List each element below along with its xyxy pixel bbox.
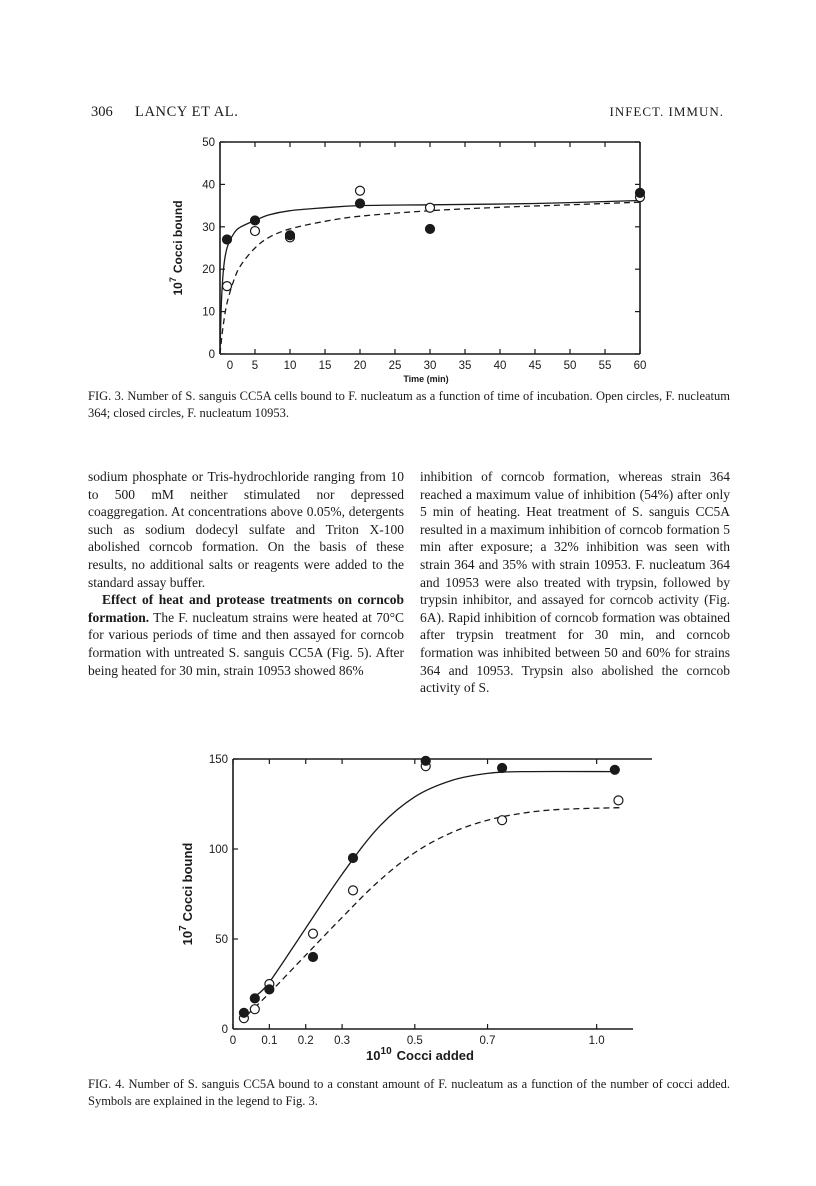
y-label-text: Cocci bound: [180, 842, 195, 922]
y-axis-label: [178, 843, 195, 946]
data-point-filled: [349, 854, 358, 863]
body-left-column: [88, 468, 404, 679]
data-point-open: [356, 186, 365, 195]
x-tick-label: 15: [318, 360, 332, 372]
x-tick-label: 0.2: [297, 1035, 314, 1047]
data-point-filled: [286, 231, 295, 240]
x-tick-label: 0: [229, 1035, 237, 1047]
data-point-open: [309, 929, 318, 938]
left-paragraph-2: The F. nucleatum strains were heated at 70°C for various periods of time and then assayed for corncob formation with untreated S. sanguis CC5A (Fig. 5). After being heated for 30 min, strain 10953 showed 86%: [88, 609, 404, 678]
x-tick-label: 55: [598, 360, 612, 372]
data-point-open: [223, 282, 232, 291]
fit-curve-364: [248, 808, 623, 1015]
y-tick-label: 30: [202, 221, 215, 234]
data-point-filled: [239, 1008, 248, 1017]
x-tick-label: 45: [528, 360, 542, 372]
x-tick-label: 50: [563, 360, 577, 372]
x-axis-label: Time (min): [403, 374, 449, 384]
x-tick-label: 40: [493, 360, 507, 372]
y-tick-label: 100: [208, 844, 228, 856]
data-point-filled: [498, 764, 507, 773]
y-tick-label: 20: [202, 264, 215, 277]
x-tick-label: 60: [633, 360, 647, 372]
y-label-prefix: 10: [171, 282, 185, 296]
x-tick-label: 1.0: [588, 1035, 605, 1047]
left-paragraph-1: sodium phosphate or Tris-hydrochloride ranging from 10 to 500 mM neither stimulated nor depressed coaggregation. At concentrations above 0.05%, detergents such as sodium dodecyl sulfate and Triton X-100 abolished corncob formation. On the basis of these results, no additional salts or reagents were added to the standard assay buffer.: [88, 469, 404, 590]
y-tick-label: 10: [202, 306, 215, 319]
data-point-filled: [356, 199, 365, 208]
y-label-prefix: 10: [180, 930, 195, 946]
data-point-filled: [610, 765, 619, 774]
journal-name: INFECT. IMMUN.: [609, 104, 724, 119]
running-header: [0, 104, 816, 128]
y-label-text: Cocci bound: [171, 200, 185, 274]
x-tick-label: 0: [226, 360, 234, 372]
data-point-open: [498, 816, 507, 825]
data-point-filled: [265, 985, 274, 994]
body-right-column: inhibition of corncob formation, whereas strain 364 reached a maximum value of inhibition (54%) after only 5 min of heating. Heat treatment of S. sanguis CC5A resulted in a maximum inhibition of corncob formation 5 min after exposure; a 32% inhibition was seen with strain 364 and 35% with strain 10953. F. nucleatum 364 and 10953 were also treated with trypsin, followed by trypsin inhibitor, and assayed for corncob activity (Fig. 6A). Rapid inhibition of corncob formation was obtained after trypsin treatment for 30 min, and corncob formation was inhibited between 50 and 60% for strains 364 and 10953. Trypsin also abolished the corncob activity of S.: [420, 469, 730, 696]
x-tick-label: 0.7: [479, 1035, 496, 1047]
x-tick-label: 35: [458, 360, 472, 372]
fit-curve-10953: [220, 201, 640, 355]
page-number: 306: [91, 104, 113, 120]
x-tick-label: 10: [283, 360, 297, 372]
x-tick-label: 0.3: [334, 1035, 351, 1047]
figure-3-chart: [0, 130, 816, 386]
data-point-filled: [426, 224, 435, 233]
x-tick-label: 0.5: [406, 1035, 423, 1047]
y-label-exponent: 7: [168, 277, 178, 283]
y-tick-label: 150: [208, 754, 228, 766]
section-heading: Effect of heat and protease treatments on corncob formation.: [88, 592, 404, 625]
data-point-filled: [223, 235, 232, 244]
x-tick-label: 0.1: [261, 1035, 278, 1047]
y-tick-label: 40: [202, 179, 215, 192]
y-axis-label: [168, 200, 185, 295]
fit-curve-10953: [255, 771, 615, 996]
x-tick-label: 20: [353, 360, 367, 372]
y-tick-label: 0: [221, 1024, 228, 1036]
data-point-open: [349, 886, 358, 895]
x-tick-label: 30: [423, 360, 437, 372]
data-point-filled: [250, 994, 259, 1003]
figure-3-caption: FIG. 3. Number of S. sanguis CC5A cells bound to F. nucleatum as a function of time of incubation. Open circles, F. nucleatum 364; closed circles, F. nucleatum 10953.: [88, 389, 730, 420]
figure-4-caption: FIG. 4. Number of S. sanguis CC5A bound to a constant amount of F. nucleatum as a function of the number of cocci added. Symbols are explained in the legend to Fig. 3.: [88, 1077, 730, 1108]
y-tick-label: 50: [202, 137, 215, 149]
data-point-open: [251, 227, 260, 236]
x-label-text: Cocci added: [396, 1048, 474, 1063]
x-axis-label: [366, 1046, 474, 1063]
data-point-filled: [421, 756, 430, 765]
axes: [202, 137, 646, 372]
data-point-open: [250, 1005, 259, 1014]
figure-4-chart: [0, 738, 816, 1074]
x-tick-label: 5: [251, 360, 259, 372]
axes: [209, 754, 652, 1047]
x-label-prefix: 10: [366, 1048, 381, 1063]
y-tick-label: 50: [215, 934, 228, 946]
x-label-exponent: 10: [380, 1046, 392, 1057]
data-point-filled: [636, 188, 645, 197]
data-point-open: [614, 796, 623, 805]
x-tick-label: 25: [388, 360, 402, 372]
data-point-open: [426, 203, 435, 212]
data-point-filled: [251, 216, 260, 225]
running-authors: LANCY ET AL.: [135, 104, 239, 120]
y-tick-label: 0: [208, 349, 215, 361]
data-point-filled: [309, 953, 318, 962]
y-label-exponent: 7: [178, 925, 189, 931]
